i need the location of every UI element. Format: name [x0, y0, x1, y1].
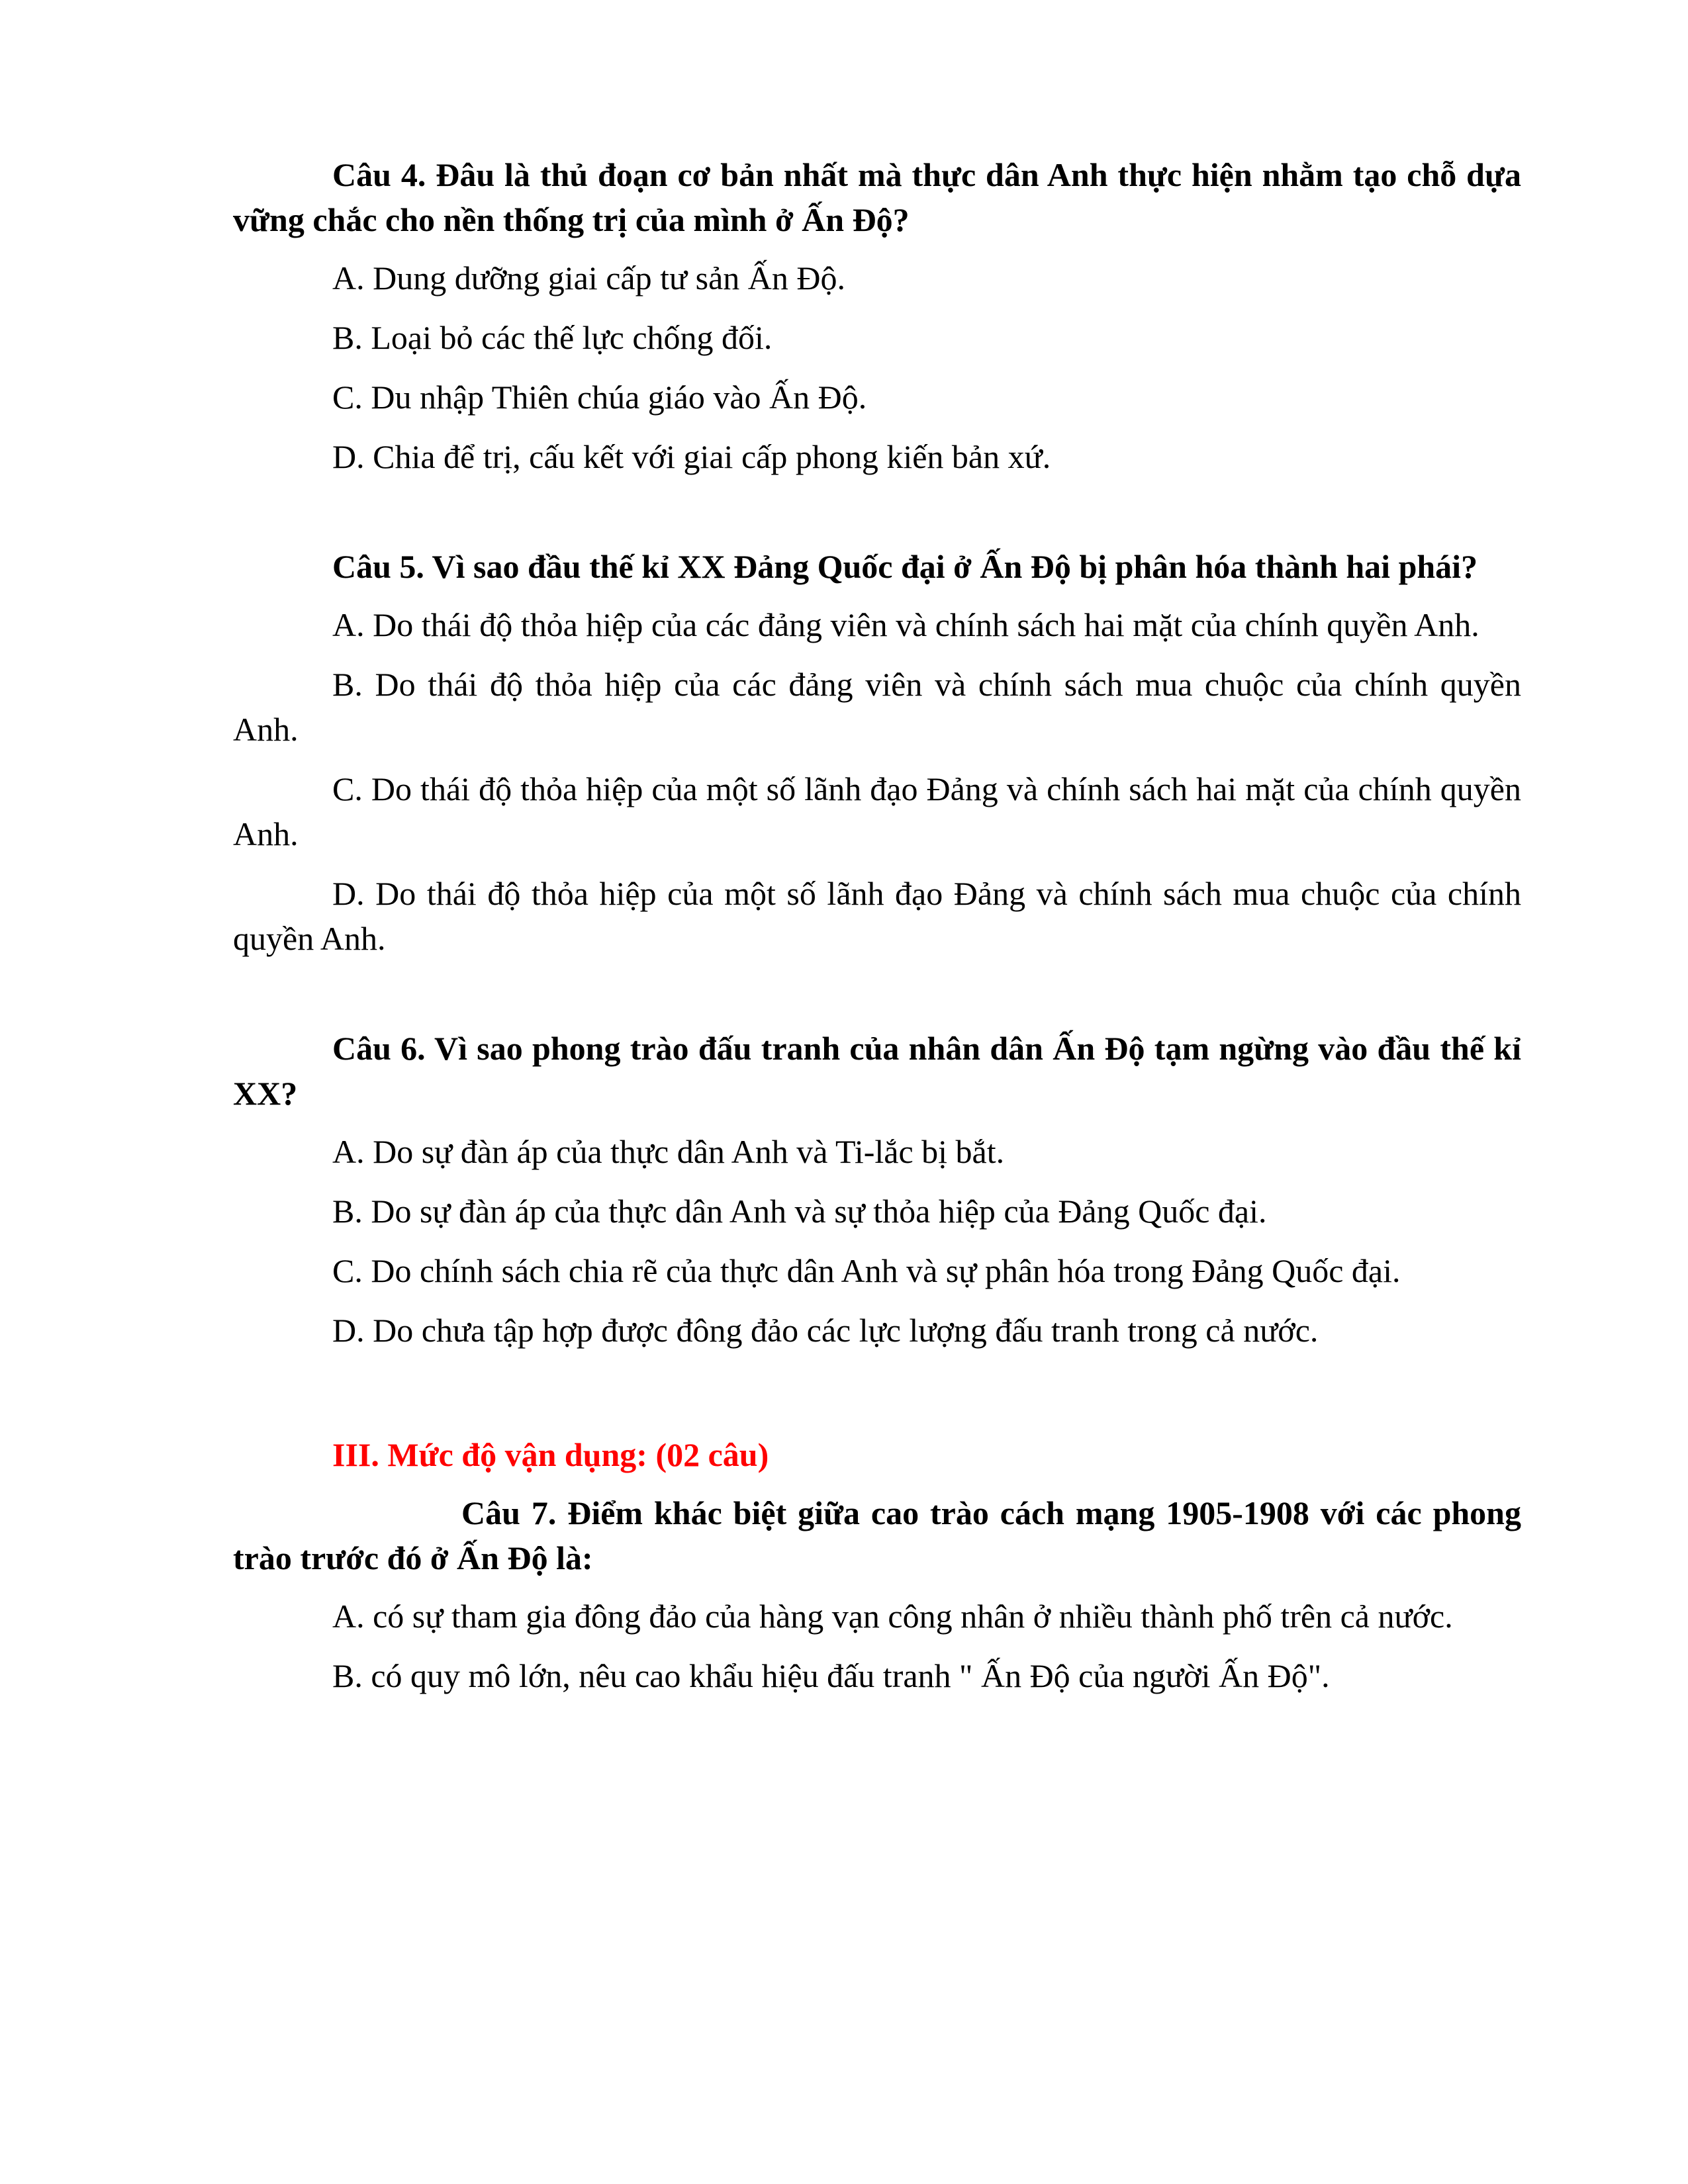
question-7	[233, 1490, 1521, 1698]
question-6-title: Câu 6. Vì sao phong trào đấu tranh của nhân dân Ấn Độ tạm ngừng vào đầu thế kỉ XX?	[233, 1030, 1521, 1112]
question-4-option-c: C. Du nhập Thiên chúa giáo vào Ấn Độ.	[332, 379, 867, 416]
section-heading: III. Mức độ vận dụng: (02 câu)	[332, 1436, 769, 1473]
question-4-option-b: B. Loại bỏ các thế lực chống đối.	[332, 319, 773, 356]
question-5-option-d: D. Do thái độ thỏa hiệp của một số lãnh đạo Đảng và chính sách mua chuộc của chính quyền Anh.	[233, 875, 1521, 957]
question-6-option-a: A. Do sự đàn áp của thực dân Anh và Ti-lắc bị bắt.	[332, 1133, 1005, 1170]
question-4-option-a: A. Dung dưỡng giai cấp tư sản Ấn Độ.	[332, 259, 845, 296]
question-6-option-c: C. Do chính sách chia rẽ của thực dân Anh và sự phân hóa trong Đảng Quốc đại.	[332, 1252, 1401, 1289]
question-5	[233, 544, 1521, 961]
question-6-option-d: D. Do chưa tập hợp được đông đảo các lực lượng đấu tranh trong cả nước.	[332, 1312, 1319, 1349]
question-6-option-b: B. Do sự đàn áp của thực dân Anh và sự thỏa hiệp của Đảng Quốc đại.	[332, 1193, 1267, 1230]
question-5-title: Câu 5. Vì sao đầu thế kỉ XX Đảng Quốc đại ở Ấn Độ bị phân hóa thành hai phái?	[332, 548, 1478, 585]
question-4-title: Câu 4. Đâu là thủ đoạn cơ bản nhất mà thực dân Anh thực hiện nhằm tạo chỗ dựa vững chắc cho nền thống trị của mình ở Ấn Độ?	[233, 156, 1521, 238]
question-7-title: Câu 7. Điểm khác biệt giữa cao trào cách mạng 1905-1908 với các phong trào trước đó ở Ấn Độ là:	[233, 1494, 1521, 1576]
question-4-option-d: D. Chia để trị, cấu kết với giai cấp phong kiến bản xứ.	[332, 438, 1051, 475]
document-page	[233, 152, 1521, 1713]
question-5-option-c: C. Do thái độ thỏa hiệp của một số lãnh đạo Đảng và chính sách hai mặt của chính quyền Anh.	[233, 770, 1521, 852]
question-7-option-b: B. có quy mô lớn, nêu cao khẩu hiệu đấu tranh " Ấn Độ của người Ấn Độ".	[332, 1657, 1330, 1694]
question-7-option-a: A. có sự tham gia đông đảo của hàng vạn công nhân ở nhiều thành phố trên cả nước.	[332, 1598, 1453, 1635]
question-6	[233, 1026, 1521, 1353]
question-4	[233, 152, 1521, 479]
question-5-option-b: B. Do thái độ thỏa hiệp của các đảng viên và chính sách mua chuộc của chính quyền Anh.	[233, 666, 1521, 748]
question-5-option-a: A. Do thái độ thỏa hiệp của các đảng viên và chính sách hai mặt của chính quyền Anh.	[332, 606, 1479, 643]
